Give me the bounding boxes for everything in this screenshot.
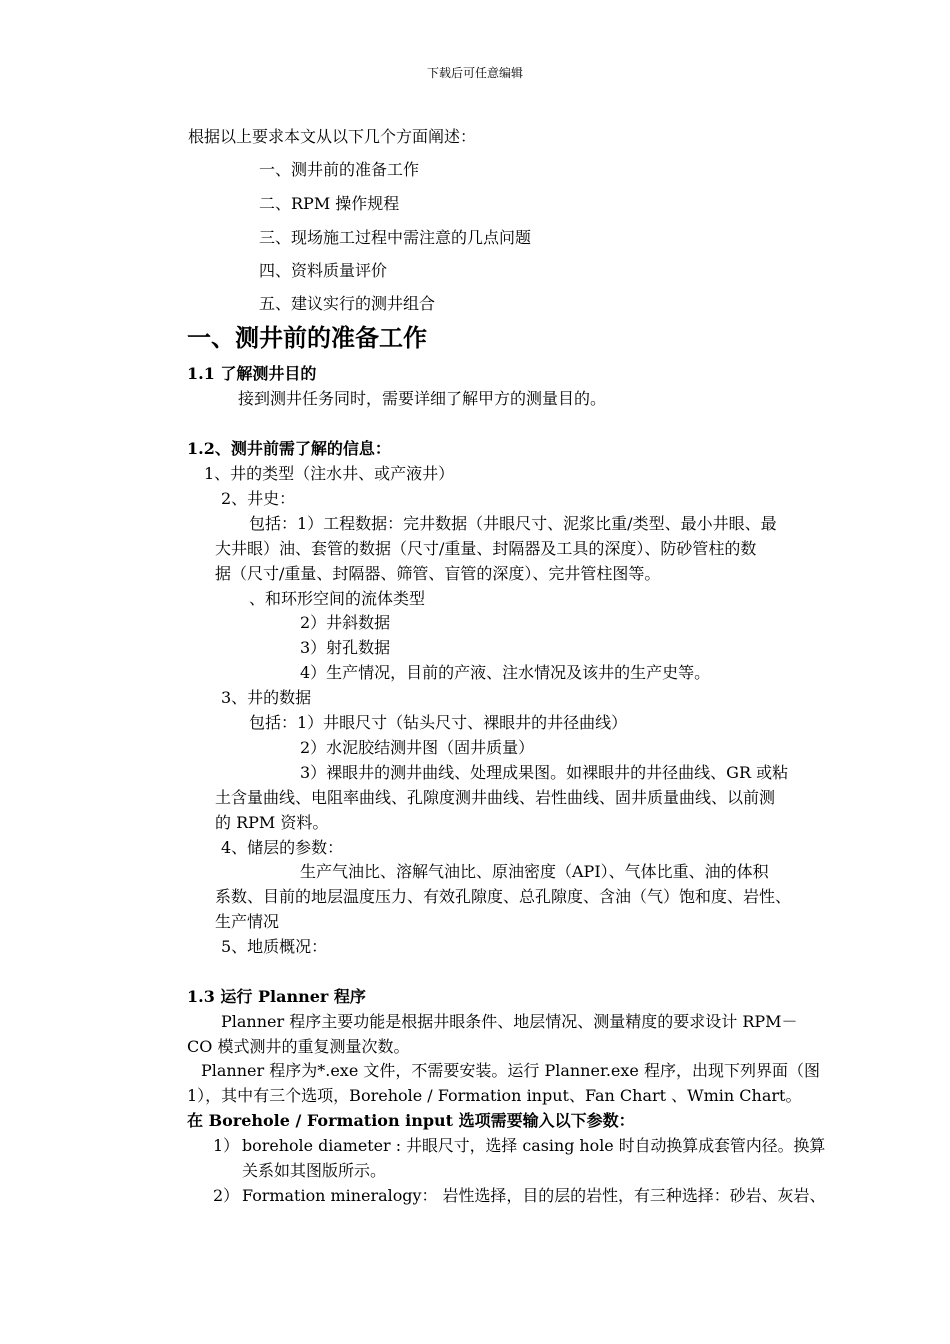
subsection-1-2-heading: 1.2、测井前需了解的信息：	[187, 439, 391, 458]
paragraph-line: 3）射孔数据	[300, 638, 391, 657]
paragraph-line: 1、井的类型（注水井、或产液井）	[204, 464, 455, 483]
paragraph-line: 据（尺寸/重量、封隔器、筛管、盲管的深度）、完井管柱图等。	[215, 564, 661, 583]
paragraph-line: 土含量曲线、电阻率曲线、孔隙度测井曲线、岩性曲线、固井质量曲线、以前测	[215, 788, 776, 807]
list-item-continuation: 关系如其图版所示。	[242, 1161, 387, 1180]
paragraph-line: CO 模式测井的重复测量次数。	[187, 1037, 410, 1056]
paragraph-line: 2）井斜数据	[300, 613, 391, 632]
toc-item: 一、测井前的准备工作	[259, 160, 420, 179]
paragraph-line: Planner 程序主要功能是根据井眼条件、地层情况、测量精度的要求设计 RPM－	[221, 1012, 798, 1031]
list-item-number: 2）	[213, 1186, 240, 1205]
toc-item: 二、RPM 操作规程	[259, 194, 400, 213]
paragraph-line: 4）生产情况，目前的产液、注水情况及该井的生产史等。	[300, 663, 711, 682]
paragraph-line: 2、井史：	[221, 489, 296, 508]
paragraph-line: 2）水泥胶结测井图（固井质量）	[300, 738, 535, 757]
paragraph-line: 5、地质概况：	[221, 937, 328, 956]
intro-text: 根据以上要求本文从以下几个方面阐述：	[188, 127, 477, 146]
paragraph-line: 4、储层的参数：	[221, 838, 344, 857]
paragraph-line: 3、井的数据	[221, 688, 312, 707]
paragraph-line: 3）裸眼井的测井曲线、处理成果图。如裸眼井的井径曲线、GR 或粘	[300, 763, 789, 782]
paragraph-line: 系数、目前的地层温度压力、有效孔隙度、总孔隙度、含油（气）饱和度、岩性、	[215, 887, 792, 906]
list-item-text: Formation mineralogy： 岩性选择，目的层的岩性，有三种选择：砂岩、灰岩、	[242, 1186, 826, 1205]
toc-item: 三、现场施工过程中需注意的几点问题	[259, 228, 532, 247]
toc-item: 五、建议实行的测井组合	[259, 294, 436, 313]
list-item-number: 1）	[213, 1136, 240, 1155]
paragraph-line: 的 RPM 资料。	[215, 813, 329, 832]
paragraph-line: 包括：1）工程数据：完井数据（井眼尺寸、泥浆比重/类型、最小井眼、最	[249, 514, 777, 533]
page-header: 下载后可任意编辑	[426, 66, 523, 80]
parameters-heading: 在 Borehole / Formation input 选项需要输入以下参数：	[187, 1111, 635, 1130]
subsection-1-3-heading: 1.3 运行 Planner 程序	[187, 987, 366, 1006]
section-1-heading: 一、测井前的准备工作	[187, 324, 427, 352]
paragraph-line: 生产气油比、溶解气油比、原油密度（API）、气体比重、油的体积	[300, 862, 769, 881]
list-item-text: borehole diameter : 井眼尺寸，选择 casing hole 时自动换算成套管内径。换算	[242, 1136, 826, 1155]
paragraph-line: Planner 程序为*.exe 文件，不需要安装。运行 Planner.exe 程序，出现下列界面（图	[201, 1061, 820, 1080]
paragraph-line: 包括：1）井眼尺寸（钻头尺寸、裸眼井的井径曲线）	[249, 713, 628, 732]
subsection-1-1-heading: 1.1 了解测井目的	[187, 364, 317, 383]
paragraph-line: 1），其中有三个选项，Borehole / Formation input、Fan Chart 、Wmin Chart。	[187, 1086, 802, 1105]
paragraph-line: 、和环形空间的流体类型	[249, 589, 426, 608]
toc-item: 四、资料质量评价	[259, 261, 388, 280]
paragraph-line: 生产情况	[215, 912, 280, 931]
paragraph-line: 接到测井任务同时，需要详细了解甲方的测量目的。	[238, 389, 607, 408]
paragraph-line: 大井眼）油、套管的数据（尺寸/重量、封隔器及工具的深度）、防砂管柱的数	[215, 539, 757, 558]
